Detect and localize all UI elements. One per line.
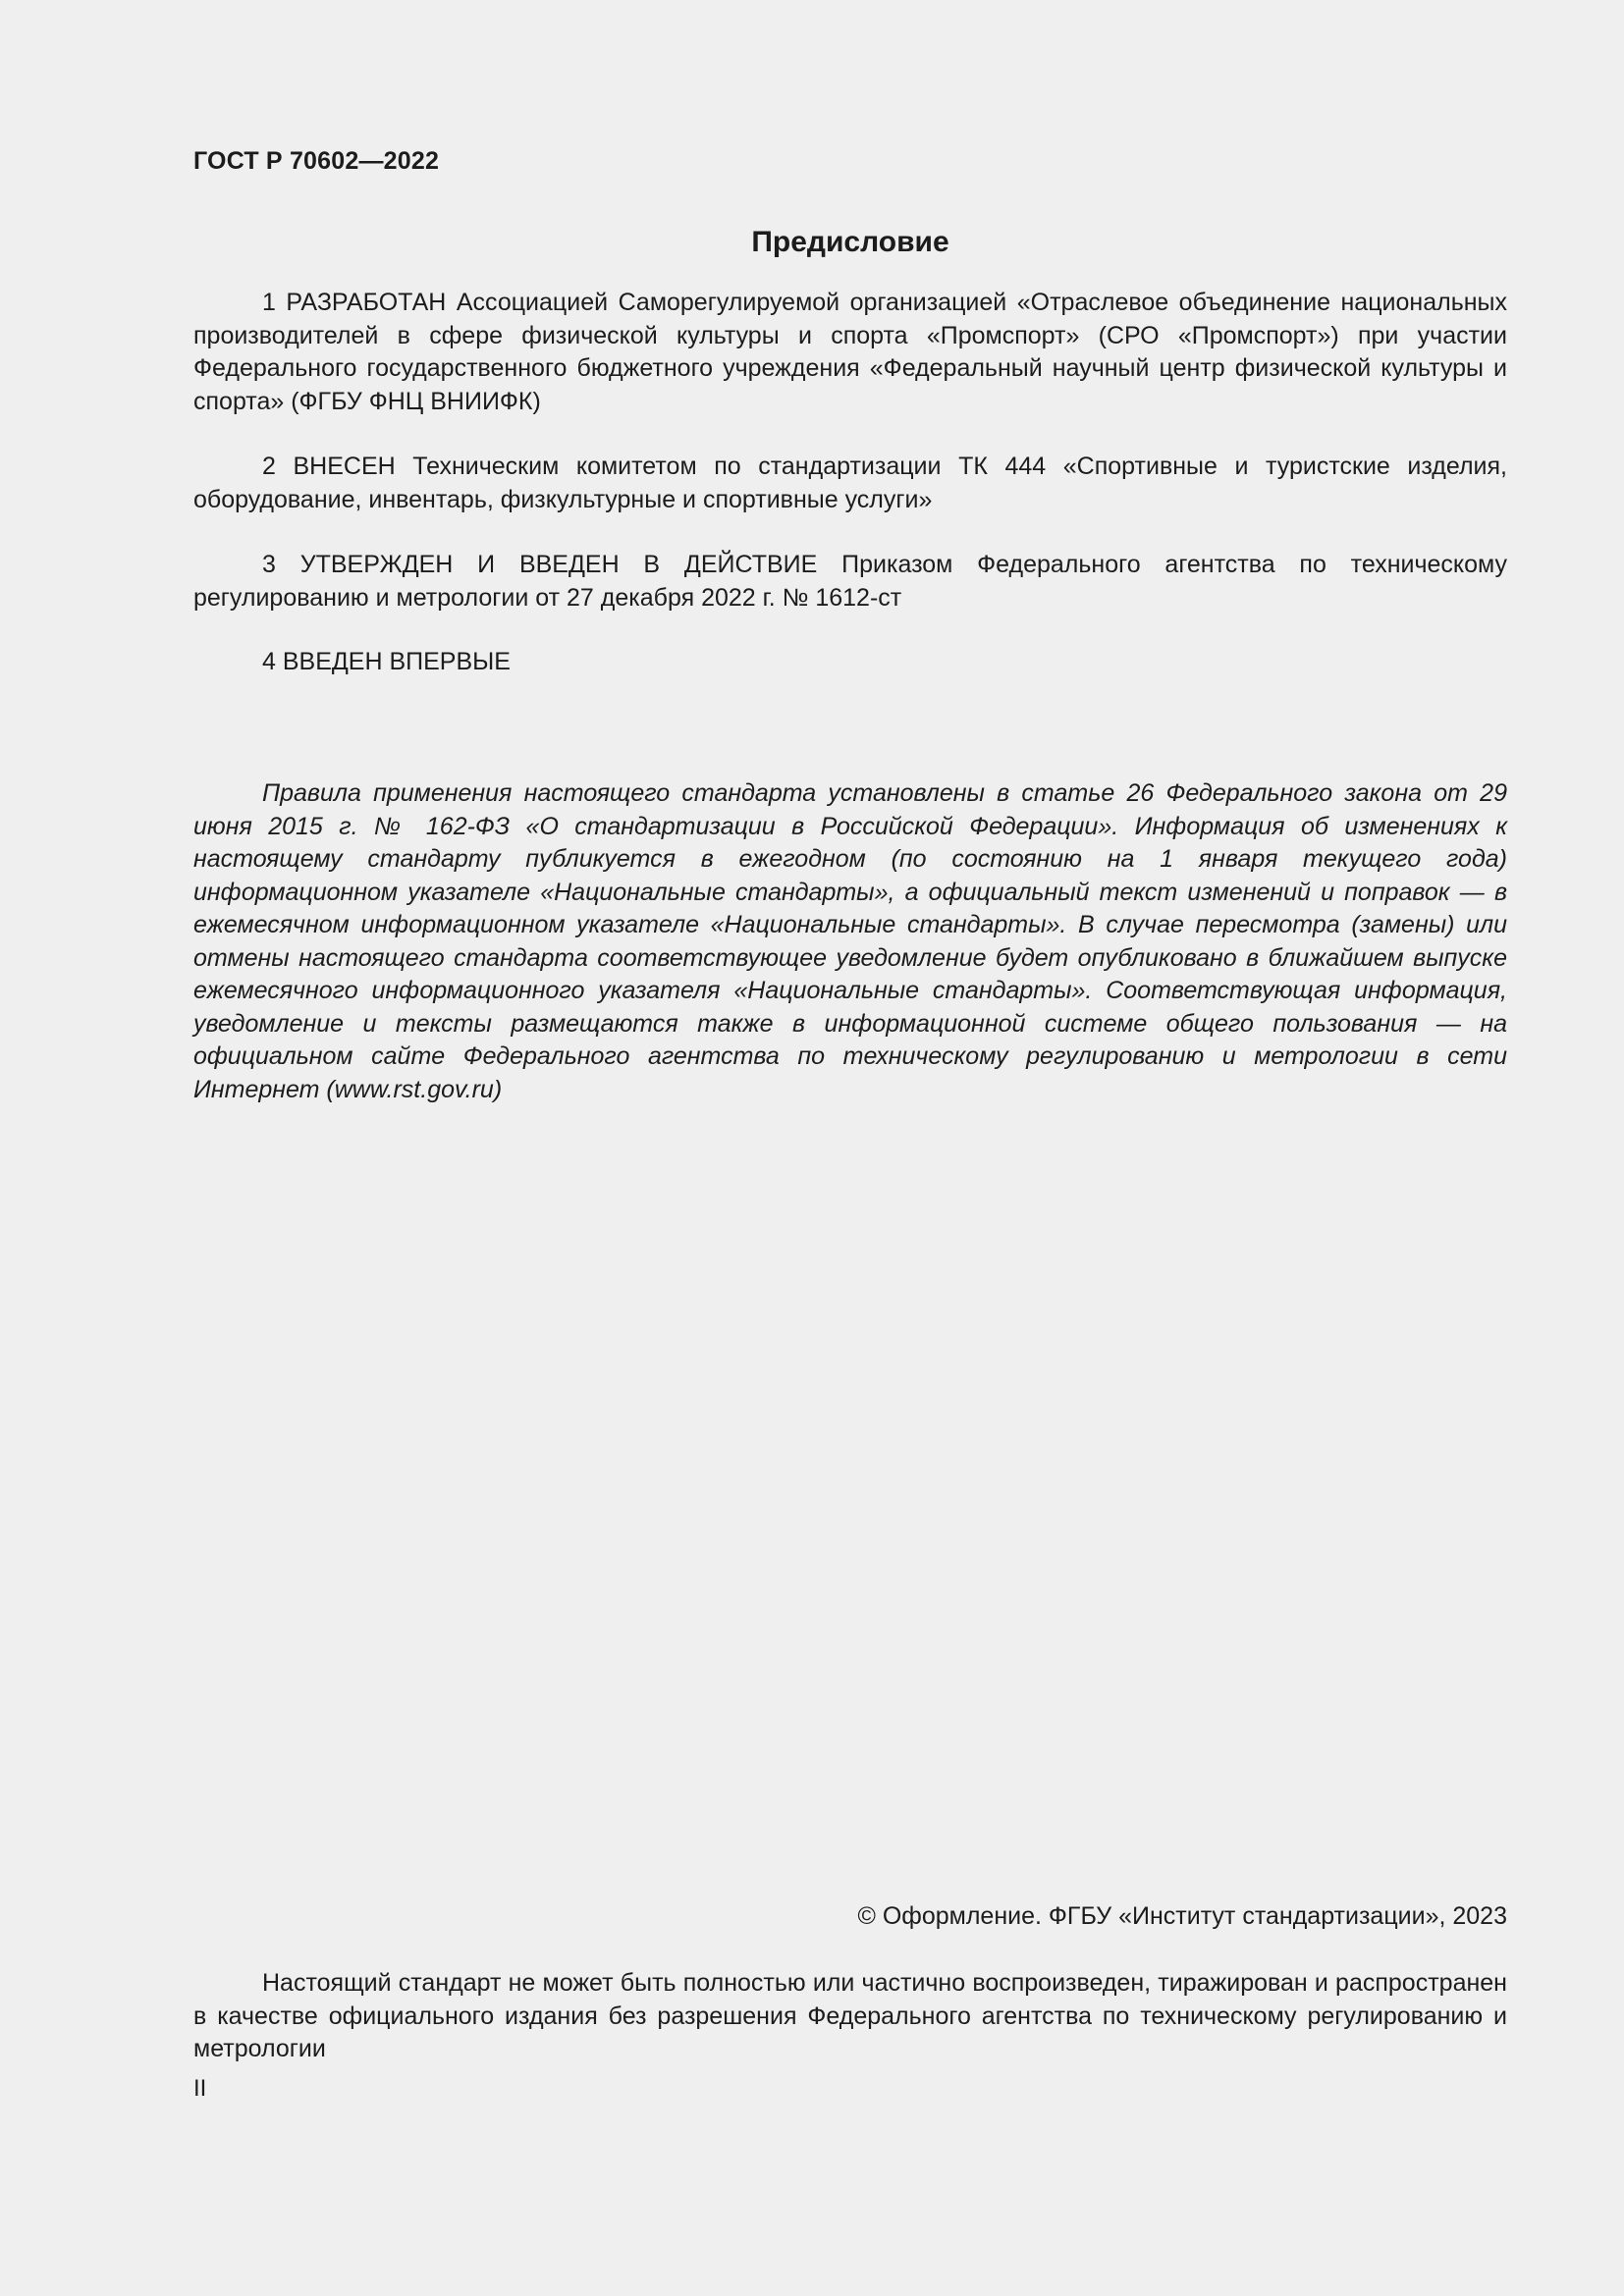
preface-item-2: 2 ВНЕСЕН Техническим комитетом по стандартизации ТК 444 «Спортивные и туристские изделия, оборудование, инвентарь, физкультурные и спортивные услуги»: [193, 453, 1507, 513]
copyright-line: © Оформление. ФГБУ «Институт стандартизации», 2023: [857, 1902, 1507, 1930]
reproduction-notice: Настоящий стандарт не может быть полностью или частично воспроизведен, тиражирован и распространен в качестве официального издания без разрешения Федерального агентства по техническому регулированию и метрологии: [193, 1969, 1507, 2062]
preface-item-4: 4 ВВЕДЕН ВПЕРВЫЕ: [262, 648, 511, 675]
page-number: II: [193, 2075, 207, 2102]
rules-note: Правила применения настоящего стандарта установлены в статье 26 Федерального закона от 29 июня 2015 г. № 162-ФЗ «О стандартизации в Российской Федерации». Информация об изменениях к настоящему стандарту публикуется в ежегодном (по состоянию на 1 января текущего года) информационном указателе «Национальные стандарты», а официальный текст изменений и поправок — в ежемесячном информационном указателе «Национальные стандарты». В случае пересмотра (замены) или отмены настоящего стандарта соответствующее уведомление будет опубликовано в ближайшем выпуске ежемесячного информационного указателя «Национальные стандарты». Соответствующая информация, уведомление и тексты размещаются также в информационной системе общего пользования — на официальном сайте Федерального агентства по техническому регулированию и метрологии в сети Интернет (www.rst.gov.ru): [193, 779, 1507, 1103]
preface-item-1: 1 РАЗРАБОТАН Ассоциацией Саморегулируемой организацией «Отраслевое объединение национальных производителей в сфере физической культуры и спорта «Промспорт» (СРО «Промспорт») при участии Федерального государственного бюджетного учреждения «Федеральный научный центр физической культуры и спорта» (ФГБУ ФНЦ ВНИИФК): [193, 289, 1507, 415]
page-title: Предисловие: [751, 226, 949, 258]
standard-code: ГОСТ Р 70602—2022: [193, 147, 440, 175]
preface-item-3: 3 УТВЕРЖДЕН И ВВЕДЕН В ДЕЙСТВИЕ Приказом Федерального агентства по техническому регулированию и метрологии от 27 декабря 2022 г. № 1612-ст: [193, 551, 1507, 612]
